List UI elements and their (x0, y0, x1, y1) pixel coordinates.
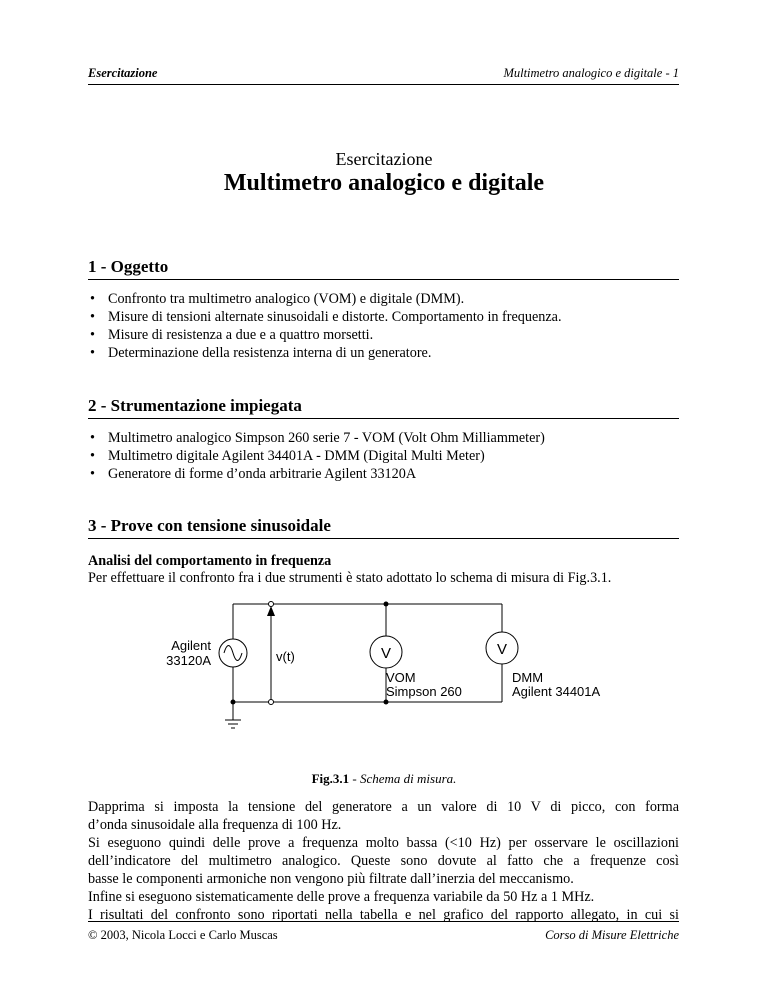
section-heading-strumentazione: 2 - Strumentazione impiegata (88, 396, 679, 419)
body-line: I risultati del confronto sono riportati nella tabella e nel grafico del rapporto allegato, in cui si (88, 907, 679, 923)
vom-label: VOM (386, 670, 416, 685)
oggetto-list (88, 290, 679, 362)
body-line: basse le componenti armoniche non vengono più filtrate dall’inerzia del meccanismo. (88, 871, 574, 887)
generator-label: Agilent (171, 638, 211, 653)
measurement-circuit-diagram (0, 598, 768, 766)
body-line: dell’indicatore del multimetro analogico. Queste sono dovute al fatto che a frequenze così (88, 853, 679, 869)
list-item: • Determinazione della resistenza interna di un generatore. (88, 344, 679, 362)
header-right: Multimetro analogico e digitale - 1 (503, 66, 679, 80)
body-line: Si eseguono quindi delle prove a frequenza molto bassa (<10 Hz) per osservare le oscillazioni (88, 835, 679, 851)
caption-text: Schema di misura. (359, 771, 457, 786)
terminal-top (269, 602, 274, 607)
dmm-meter-symbol: V (496, 641, 508, 658)
section-heading-oggetto: 1 - Oggetto (88, 257, 679, 280)
junction-dot (384, 602, 389, 607)
voltage-label: v(t) (276, 649, 295, 664)
document-supertitle: Esercitazione (335, 149, 433, 169)
figure-number: Fig.3.1 (311, 771, 350, 786)
header-left: Esercitazione (88, 66, 158, 80)
caption-separator: - (349, 771, 360, 786)
running-header (88, 64, 679, 85)
terminal-bottom (269, 700, 274, 705)
page-footer (88, 921, 679, 946)
vom-meter-symbol: V (380, 645, 392, 662)
list-item: • Misure di tensioni alternate sinusoidali e distorte. Comportamento in frequenza. (88, 308, 679, 326)
body-line: Infine si eseguono sistematicamente delle prove a frequenza variabile da 50 Hz a 1 MHz. (88, 889, 595, 905)
strumentazione-list (88, 429, 679, 483)
list-item: • Confronto tra multimetro analogico (VOM) e digitale (DMM). (88, 290, 679, 308)
dmm-label: DMM (512, 670, 544, 685)
subsection-heading: Analisi del comportamento in frequenza (88, 553, 332, 569)
intro-paragraph: Per effettuare il confronto fra i due strumenti è stato adottato lo schema di misura di Fig.3.1. (88, 570, 612, 586)
dmm-model-label: Agilent 34401A (512, 684, 601, 699)
junction-dot (384, 700, 389, 705)
vom-model-label: Simpson 260 (386, 684, 462, 699)
document-title: Multimetro analogico e digitale (223, 170, 545, 196)
junction-dot (231, 700, 236, 705)
generator-model-label: 33120A (166, 653, 211, 668)
voltage-arrowhead (267, 606, 275, 616)
body-line: d’onda sinusoidale alla frequenza di 100 Hz. (88, 817, 342, 833)
footer-copyright: © 2003, Nicola Locci e Carlo Muscas (88, 928, 278, 942)
figure-caption (0, 771, 768, 787)
sine-generator-icon (219, 639, 247, 667)
list-item: • Generatore di forme d’onda arbitrarie Agilent 33120A (88, 465, 679, 483)
list-item: • Misure di resistenza a due e a quattro morsetti. (88, 326, 679, 344)
section-heading-prove: 3 - Prove con tensione sinusoidale (88, 516, 679, 539)
footer-course: Corso di Misure Elettriche (545, 928, 679, 942)
list-item: • Multimetro digitale Agilent 34401A - DMM (Digital Multi Meter) (88, 447, 679, 465)
list-item: • Multimetro analogico Simpson 260 serie 7 - VOM (Volt Ohm Milliammeter) (88, 429, 679, 447)
body-line: Dapprima si imposta la tensione del generatore a un valore di 10 V di picco, con forma (88, 799, 679, 815)
